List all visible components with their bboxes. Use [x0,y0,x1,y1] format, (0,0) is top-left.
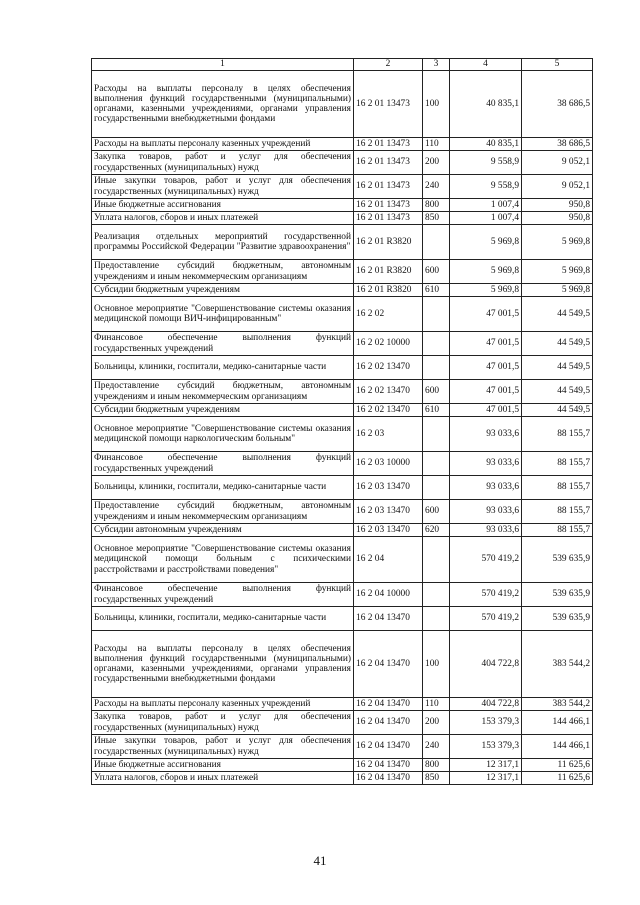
row-sum-2-cell: 88 155,7 [522,500,593,524]
row-sum-2-cell: 11 625,6 [522,759,593,772]
row-name-cell: Больницы, клиники, госпитали, медико-санитарные части [92,607,354,631]
row-sum-1-cell: 47 001,5 [450,356,522,380]
row-name-cell: Иные закупки товаров, работ и услуг для обеспечения государственных (муниципальных) нужд [92,735,354,759]
table-row [92,735,593,759]
row-sum-1-cell: 570 419,2 [450,607,522,631]
row-code-cell: 16 2 04 13470 [354,759,423,772]
row-name-cell: Закупка товаров, работ и услуг для обеспечения государственных (муниципальных) нужд [92,151,354,175]
row-type-cell: 600 [423,380,450,404]
row-sum-1-cell: 47 001,5 [450,404,522,417]
header-col-4: 4 [450,59,522,71]
table-row [92,698,593,711]
row-sum-2-cell: 44 549,5 [522,380,593,404]
row-sum-1-cell: 570 419,2 [450,583,522,607]
row-sum-1-cell: 404 722,8 [450,631,522,698]
table-row [92,212,593,225]
row-code-cell: 16 2 03 10000 [354,452,423,476]
table-row [92,476,593,500]
row-code-cell: 16 2 04 13470 [354,698,423,711]
table-row [92,225,593,260]
row-type-cell: 200 [423,711,450,735]
row-sum-2-cell: 88 155,7 [522,417,593,452]
table-row [92,607,593,631]
row-type-cell: 850 [423,212,450,225]
row-code-cell: 16 2 01 13473 [354,138,423,151]
row-type-cell [423,417,450,452]
row-sum-2-cell: 539 635,9 [522,607,593,631]
row-type-cell [423,537,450,583]
table-row [92,404,593,417]
row-sum-1-cell: 93 033,6 [450,500,522,524]
row-name-cell: Расходы на выплаты персоналу казенных учреждений [92,698,354,711]
row-code-cell: 16 2 03 [354,417,423,452]
row-sum-1-cell: 5 969,8 [450,225,522,260]
row-sum-1-cell: 40 835,1 [450,71,522,138]
row-sum-2-cell: 88 155,7 [522,524,593,537]
row-type-cell: 240 [423,735,450,759]
row-sum-2-cell: 88 155,7 [522,476,593,500]
row-type-cell: 600 [423,260,450,284]
row-name-cell: Расходы на выплаты персоналу в целях обеспечения выполнения функций государственными (муниципальными) органами, казенными учреждениями, органами управления государственными внебюджетными фондами [92,71,354,138]
row-sum-1-cell: 93 033,6 [450,476,522,500]
row-code-cell: 16 2 02 [354,297,423,332]
row-type-cell: 620 [423,524,450,537]
table-row [92,524,593,537]
row-code-cell: 16 2 04 13470 [354,735,423,759]
table-row [92,71,593,138]
row-sum-1-cell: 1 007,4 [450,212,522,225]
row-sum-2-cell: 88 155,7 [522,452,593,476]
row-name-cell: Закупка товаров, работ и услуг для обеспечения государственных (муниципальных) нужд [92,711,354,735]
row-type-cell: 100 [423,631,450,698]
row-type-cell [423,583,450,607]
table-row [92,452,593,476]
row-type-cell [423,607,450,631]
table-row [92,199,593,212]
row-name-cell: Иные бюджетные ассигнования [92,199,354,212]
row-code-cell: 16 2 01 R3820 [354,260,423,284]
row-name-cell: Субсидии бюджетным учреждениям [92,284,354,297]
row-sum-2-cell: 9 052,1 [522,151,593,175]
row-sum-2-cell: 38 686,5 [522,138,593,151]
row-sum-2-cell: 144 466,1 [522,711,593,735]
row-code-cell: 16 2 01 13473 [354,199,423,212]
table-row [92,537,593,583]
header-col-1: 1 [92,59,354,71]
row-code-cell: 16 2 03 13470 [354,476,423,500]
row-sum-2-cell: 5 969,8 [522,260,593,284]
table-row [92,711,593,735]
row-type-cell: 200 [423,151,450,175]
row-name-cell: Уплата налогов, сборов и иных платежей [92,212,354,225]
row-sum-1-cell: 404 722,8 [450,698,522,711]
row-type-cell [423,356,450,380]
row-sum-2-cell: 383 544,2 [522,698,593,711]
row-code-cell: 16 2 04 13470 [354,631,423,698]
row-type-cell: 240 [423,175,450,199]
row-code-cell: 16 2 04 [354,537,423,583]
row-sum-1-cell: 93 033,6 [450,524,522,537]
row-name-cell: Основное мероприятие "Совершенствование системы оказания медицинской помощи больным с психическими расстройствами и расстройствами поведения" [92,537,354,583]
row-type-cell: 800 [423,759,450,772]
row-sum-1-cell: 9 558,9 [450,175,522,199]
row-code-cell: 16 2 03 13470 [354,524,423,537]
row-sum-1-cell: 1 007,4 [450,199,522,212]
row-name-cell: Субсидии автономным учреждениям [92,524,354,537]
row-sum-1-cell: 12 317,1 [450,759,522,772]
row-code-cell: 16 2 02 13470 [354,404,423,417]
row-code-cell: 16 2 02 13470 [354,356,423,380]
row-type-cell [423,452,450,476]
row-sum-2-cell: 5 969,8 [522,284,593,297]
row-sum-1-cell: 47 001,5 [450,332,522,356]
row-sum-1-cell: 47 001,5 [450,297,522,332]
row-sum-1-cell: 93 033,6 [450,452,522,476]
row-sum-2-cell: 44 549,5 [522,404,593,417]
row-sum-2-cell: 44 549,5 [522,356,593,380]
row-sum-1-cell: 570 419,2 [450,537,522,583]
row-name-cell: Расходы на выплаты персоналу казенных учреждений [92,138,354,151]
row-sum-1-cell: 40 835,1 [450,138,522,151]
row-sum-1-cell: 153 379,3 [450,735,522,759]
row-sum-1-cell: 9 558,9 [450,151,522,175]
row-code-cell: 16 2 04 13470 [354,711,423,735]
table-body [92,71,593,785]
row-name-cell: Основное мероприятие "Совершенствование системы оказания медицинской помощи наркологическим больным" [92,417,354,452]
header-col-2: 2 [354,59,423,71]
row-name-cell: Финансовое обеспечение выполнения функций государственных учреждений [92,583,354,607]
row-code-cell: 16 2 01 13473 [354,175,423,199]
table-row [92,417,593,452]
row-sum-1-cell: 5 969,8 [450,284,522,297]
row-name-cell: Расходы на выплаты персоналу в целях обеспечения выполнения функций государственными (муниципальными) органами, казенными учреждениями, органами управления государственными внебюджетными фондами [92,631,354,698]
row-name-cell: Уплата налогов, сборов и иных платежей [92,772,354,785]
budget-table [91,58,593,785]
row-code-cell: 16 2 01 R3820 [354,284,423,297]
table-row [92,138,593,151]
row-code-cell: 16 2 04 13470 [354,772,423,785]
row-sum-2-cell: 44 549,5 [522,332,593,356]
row-name-cell: Больницы, клиники, госпитали, медико-санитарные части [92,476,354,500]
row-name-cell: Финансовое обеспечение выполнения функций государственных учреждений [92,452,354,476]
table-row [92,297,593,332]
page-number: 41 [313,853,327,868]
table-row [92,772,593,785]
row-type-cell: 600 [423,500,450,524]
row-code-cell: 16 2 04 10000 [354,583,423,607]
table-row [92,356,593,380]
row-name-cell: Финансовое обеспечение выполнения функций государственных учреждений [92,332,354,356]
row-type-cell: 110 [423,138,450,151]
row-type-cell: 610 [423,404,450,417]
row-sum-2-cell: 11 625,6 [522,772,593,785]
row-type-cell: 610 [423,284,450,297]
row-sum-1-cell: 153 379,3 [450,711,522,735]
row-code-cell: 16 2 04 13470 [354,607,423,631]
row-sum-2-cell: 950,8 [522,212,593,225]
row-name-cell: Субсидии бюджетным учреждениям [92,404,354,417]
row-name-cell: Иные бюджетные ассигнования [92,759,354,772]
table-header-row [92,59,593,71]
row-sum-2-cell: 5 969,8 [522,225,593,260]
row-type-cell [423,225,450,260]
row-code-cell: 16 2 02 13470 [354,380,423,404]
row-name-cell: Предоставление субсидий бюджетным, автономным учреждениям и иным некоммерческим организациям [92,500,354,524]
row-type-cell: 100 [423,71,450,138]
row-name-cell: Предоставление субсидий бюджетным, автономным учреждениям и иным некоммерческим организациям [92,260,354,284]
row-sum-2-cell: 539 635,9 [522,537,593,583]
row-type-cell: 110 [423,698,450,711]
row-sum-2-cell: 44 549,5 [522,297,593,332]
row-sum-1-cell: 93 033,6 [450,417,522,452]
row-code-cell: 16 2 01 13473 [354,71,423,138]
row-code-cell: 16 2 01 R3820 [354,225,423,260]
table-row [92,260,593,284]
row-type-cell [423,476,450,500]
row-code-cell: 16 2 02 10000 [354,332,423,356]
table-row [92,380,593,404]
row-name-cell: Иные закупки товаров, работ и услуг для обеспечения государственных (муниципальных) нужд [92,175,354,199]
row-type-cell: 850 [423,772,450,785]
row-sum-1-cell: 5 969,8 [450,260,522,284]
row-sum-2-cell: 950,8 [522,199,593,212]
row-sum-2-cell: 539 635,9 [522,583,593,607]
row-name-cell: Основное мероприятие "Совершенствование системы оказания медицинской помощи ВИЧ-инфицированным" [92,297,354,332]
row-code-cell: 16 2 03 13470 [354,500,423,524]
row-type-cell: 800 [423,199,450,212]
table-row [92,759,593,772]
table-row [92,500,593,524]
table-row [92,175,593,199]
row-sum-1-cell: 47 001,5 [450,380,522,404]
row-code-cell: 16 2 01 13473 [354,151,423,175]
row-sum-1-cell: 12 317,1 [450,772,522,785]
table-row [92,284,593,297]
table-row [92,332,593,356]
row-name-cell: Предоставление субсидий бюджетным, автономным учреждениям и иным некоммерческим организациям [92,380,354,404]
table-row [92,631,593,698]
table-row [92,583,593,607]
row-sum-2-cell: 144 466,1 [522,735,593,759]
table-row [92,151,593,175]
row-sum-2-cell: 9 052,1 [522,175,593,199]
row-name-cell: Больницы, клиники, госпитали, медико-санитарные части [92,356,354,380]
row-name-cell: Реализация отдельных мероприятий государственной программы Российской Федерации "Развитие здравоохранения" [92,225,354,260]
header-col-5: 5 [522,59,593,71]
row-sum-2-cell: 38 686,5 [522,71,593,138]
header-col-3: 3 [423,59,450,71]
row-type-cell [423,297,450,332]
row-type-cell [423,332,450,356]
row-code-cell: 16 2 01 13473 [354,212,423,225]
row-sum-2-cell: 383 544,2 [522,631,593,698]
